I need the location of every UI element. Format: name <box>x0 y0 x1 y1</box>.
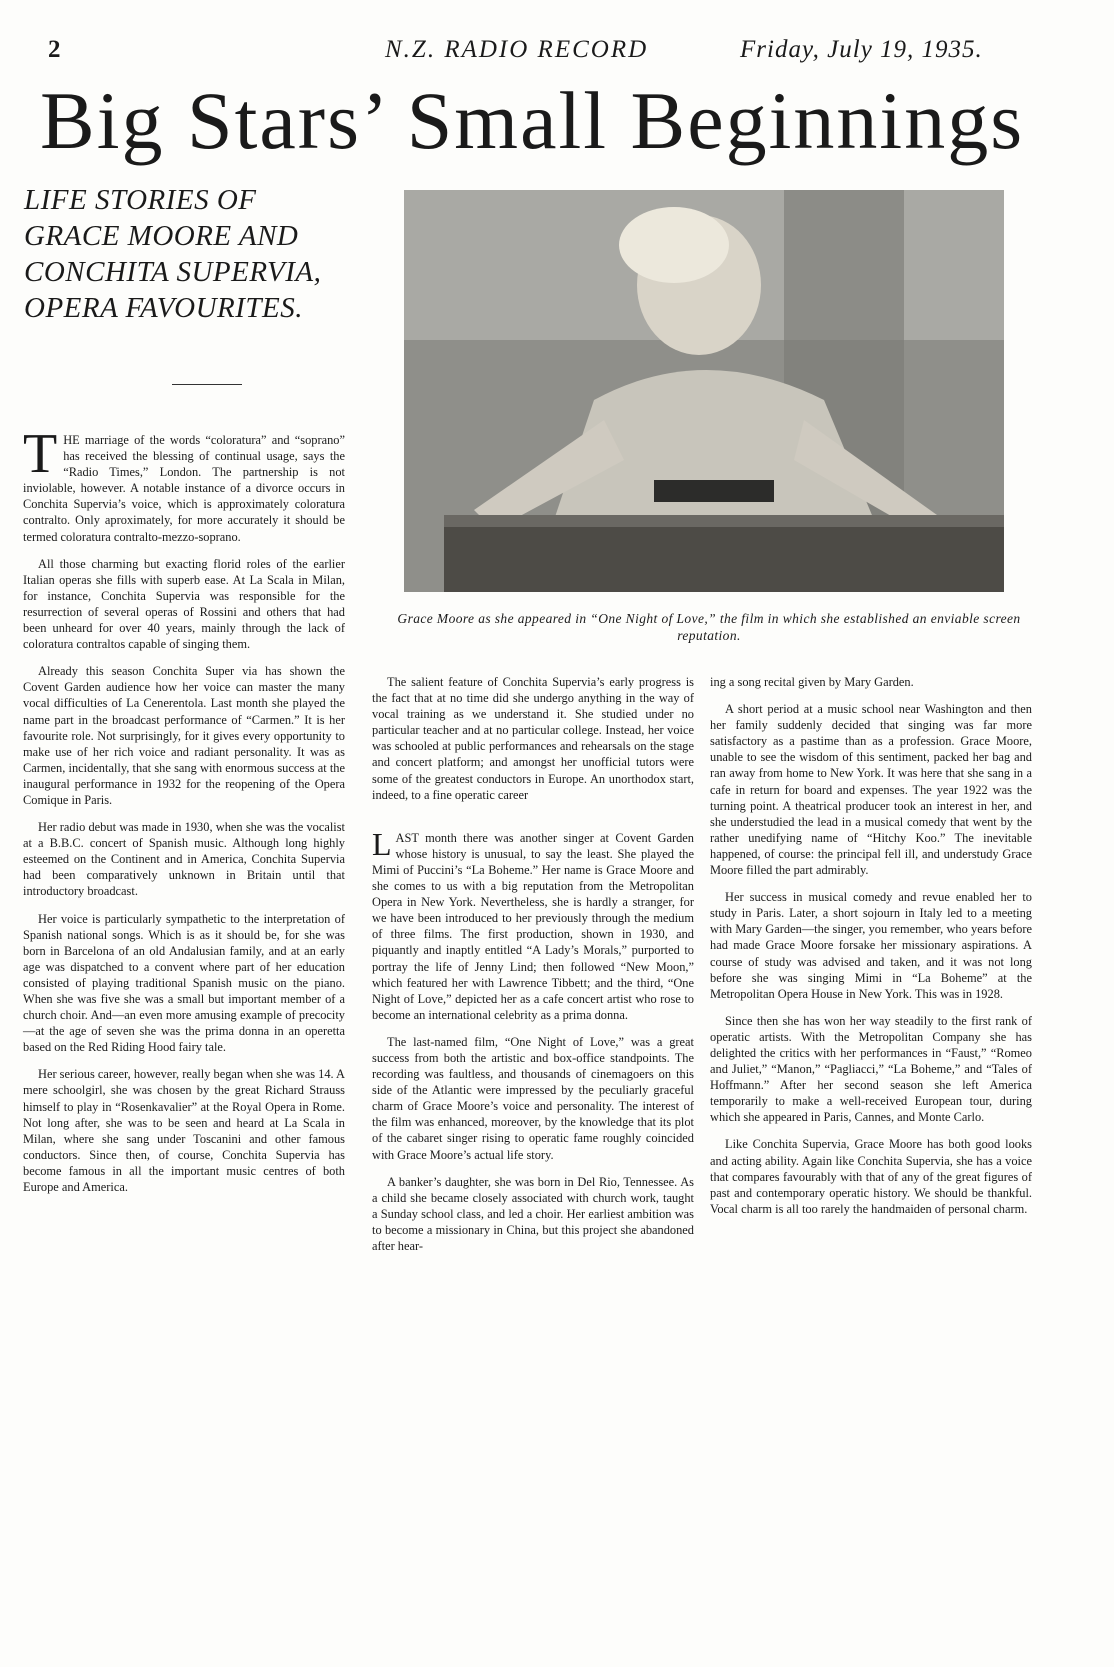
paragraph: Her success in musical comedy and revue enabled her to study in Paris. Later, a short sojourn in Italy led to a meeting with Mary Garden—the singer, you remember, who years before had made Grace Moore forsake her missionary aspirations. A course of study was advised and taken, and it was not long before she was singing Mimi in “La Boheme” at the Metropolitan Opera House in New York. This was in 1928. <box>710 890 1032 1001</box>
subheadline: LIFE STORIES OF GRACE MOORE AND CONCHITA SUPERVIA, OPERA FAVOURITES. <box>24 184 322 324</box>
paper-name: N.Z. RADIO RECORD <box>385 36 649 63</box>
article-column-2 <box>372 674 694 1265</box>
photo-grace-moore <box>404 190 1004 592</box>
paragraph: All those charming but exacting florid roles of the earlier Italian operas she fills with superb ease. At La Scala in Milan, for instance, Conchita Supervia was responsible for the resurrection of several operas of Rossini and others that had been unheard for over 40 years, mainly through the lack of coloratura contraltos capable of singing them. <box>23 556 345 652</box>
paragraph: Her voice is particularly sympathetic to the interpretation of Spanish national songs. Which is as it should be, for she was born in Barcelona of an old Andalusian family, and at an early age was dispatched to a convent where part of her education consisted of playing traditional Spanish music on the piano. When she was five she was a small but important member of a church choir. And—an even more amusing example of precocity—at the age of seven she was the prima donna in an operetta based on the Red Riding Hood fairy tale. <box>23 911 345 1055</box>
photo-illustration <box>404 190 1004 592</box>
drop-cap: T <box>23 423 58 485</box>
paragraph: Her radio debut was made in 1930, when she was the vocalist at a B.B.C. concert of Spanish music. Although long highly esteemed on the Continent and in America, Conchita Supervia had been comparatively unknown in Britain until that introductory broadcast. <box>23 820 345 899</box>
paragraph: Like Conchita Supervia, Grace Moore has both good looks and acting ability. Again like Conchita Supervia, she has a voice that compares favourably with that of any of the great figures of past and contemporary operatic history. We should be thankful. Vocal charm is all too rarely the handmaiden of personal charm. <box>710 1137 1032 1216</box>
paragraph: A banker’s daughter, she was born in Del Rio, Tennessee. As a child she became closely associated with church work, taught a Sunday school class, and led a choir. Her earliest ambition was to become a missionary in China, but this project she abandoned after hear- <box>372 1174 694 1253</box>
photo-caption: Grace Moore as she appeared in “One Night of Love,” the film in which she established an enviable screen reputation. <box>397 611 1021 643</box>
headline: Big Stars’ Small Beginnings <box>40 75 1025 166</box>
article-column-3 <box>710 674 1032 1228</box>
paragraph: The salient feature of Conchita Supervia’s early progress is the fact that at no time did she undergo anything in the way of vocal training as we understand it. She studied under no particular teacher and at no particular college. Instead, her voice was schooled at public performances and rehearsals on the stage and concert platform; and amongst her unofficial tutors were some of the greatest conductors in Europe. An unorthodox start, indeed, to a fine operatic career <box>372 675 694 802</box>
paragraph: LAST month there was another singer at Covent Garden whose history is unusual, to say the least. She played the Mimi of Puccini’s “La Boheme.” Her name is Grace Moore and she comes to us with a big reputation from the Metropolitan Opera in New York. Nevertheless, she is hardly a stranger, for we have been introduced to her previously through the medium of three films. The first production, shown in 1930, and piquantly and inaptly entitled “A Lady’s Morals,” purported to portray the life of Jenny Lind; then followed “New Moon,” which featured her with Lawrence Tibbett; and the third, “One Night of Love,” depicted her as a cafe concert artist who rose to become an international celebrity as a prima donna. <box>372 825 694 1022</box>
paragraph: Her serious career, however, really began when she was 14. A mere schoolgirl, she was chosen by the great Richard Strauss himself to play in “Rosenkavalier” at the Royal Opera in Rome. Not long after, she was to be seen and heard at La Scala in Milan, where she sang under Toscanini and other famous conductors. Since then, of course, Conchita Supervia has become famous in all the important music centres of both Europe and America. <box>23 1067 345 1195</box>
paragraph: Already this season Conchita Super via has shown the Covent Garden audience how her voice can master the many vocal difficulties of La Cenerentola. Last month she played the name part in the broadcast performance of “Carmen.” It is her favourite role. Not surprisingly, for it gives every opportunity to make use of her rich voice and radiant personality. It was as Carmen, incidentally, that she sang with enormous success at the inaugural performance in 1932 for the reopening of the Opera Comique in Paris. <box>23 664 345 807</box>
page-number: 2 <box>48 36 62 63</box>
drop-cap: L <box>372 825 392 862</box>
article-column-1 <box>23 423 345 1206</box>
issue-date: Friday, July 19, 1935. <box>740 36 983 63</box>
paragraph: A short period at a music school near Washington and then her family suddenly decided that singing was far more satisfactory as a pastime than as a profession. Grace Moore, unable to see the wisdom of this sentiment, packed her bag and ran away from home to New York. It was here that she sang in a cafe in return for board and expenses. The year 1922 was the turning point. A theatrical producer took an interest in her, and she understudied the lead in a musical comedy that went by the rather unedifying name of “Hitchy Koo.” The inevitable happened, of course: the principal fell ill, and understudy Grace Moore filled the part admirably. <box>710 702 1032 878</box>
divider-rule <box>172 384 242 385</box>
paragraph: THE marriage of the words “coloratura” and “soprano” has received the blessing of continual usage, says the “Radio Times,” London. The partnership is not inviolable, however. A notable instance of a divorce occurs in Conchita Supervia’s voice, which is approximately coloratura contralto. Only aproximately, for more accurately it should be termed coloratura contralto-mezzo-soprano. <box>23 423 345 544</box>
paragraph: Since then she has won her way steadily to the first rank of operatic artists. With the Metropolitan Company she has delighted the critics with her performances in “Faust,” “Romeo and Juliet,” “Manon,” “Pagliacci,” “La Boheme,” and “Tales of Hoffmann.” After her second season she left America temporarily to make a well-received European tour, during which she appeared in Paris, Cannes, and Monte Carlo. <box>710 1013 1032 1125</box>
paragraph: The last-named film, “One Night of Love,” was a great success from both the artistic and box-office standpoints. The recording was faultless, and thousands of cinemagoers on this side of the Atlantic were impressed by the peculiarly graceful charm of Grace Moore’s voice and personality. The interest of the film was enhanced, moreover, by the knowledge that its plot of the cabaret singer rising to operatic fame roughly coincided with Grace Moore’s actual life story. <box>372 1034 694 1162</box>
paragraph: ing a song recital given by Mary Garden. <box>710 675 914 689</box>
